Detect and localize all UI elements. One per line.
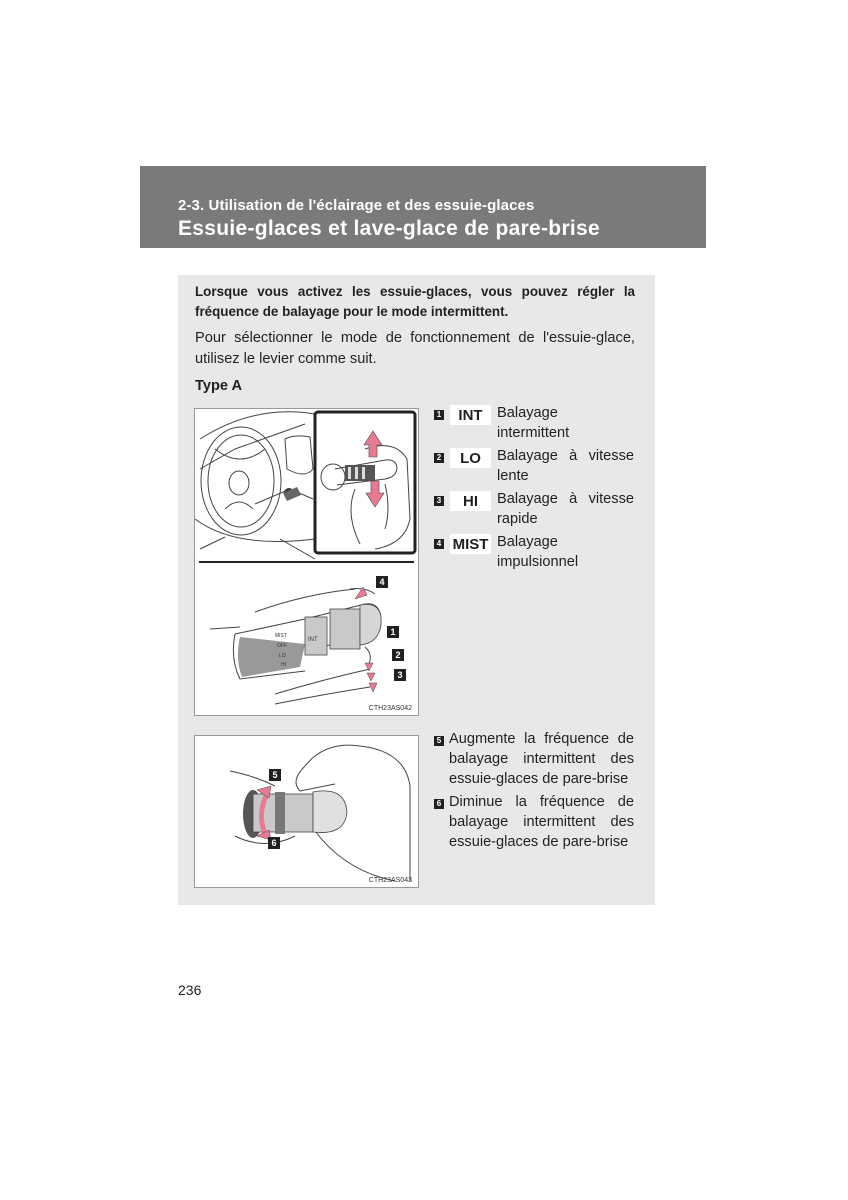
mode-description: Balayage à vitesse rapide — [497, 491, 634, 527]
figure-code: CTH23AS043 — [368, 877, 412, 884]
list-item — [434, 731, 634, 794]
list-item — [434, 491, 634, 534]
lever-label-int: INT — [308, 637, 318, 643]
callout-4 — [376, 576, 388, 588]
item-number: 4 — [434, 539, 444, 549]
list-item — [434, 534, 634, 577]
frequency-description: Augmente la fréquence de balayage intermittent des essuie-glaces de pare-brise — [449, 731, 634, 787]
wiper-lever-figure — [194, 408, 419, 716]
svg-text:6: 6 — [271, 838, 277, 848]
svg-text:1: 1 — [390, 627, 396, 637]
item-number: 5 — [434, 736, 444, 746]
frequency-description: Diminue la fréquence de balayage intermittent des essuie-glaces de pare-brise — [449, 794, 634, 850]
item-number: 6 — [434, 799, 444, 809]
lever-label-mist: MIST — [275, 633, 287, 639]
section-title: 2-3. Utilisation de l'éclairage et des essuie-glaces — [178, 197, 535, 214]
lever-label-off: OFF — [277, 643, 287, 649]
item-number: 2 — [434, 453, 444, 463]
mode-description: Balayage intermittent — [497, 405, 570, 441]
frequency-list — [434, 731, 634, 857]
mode-description: Balayage impulsionnel — [497, 534, 579, 570]
list-item — [434, 405, 634, 448]
page-number: 236 — [178, 982, 202, 998]
callout-3 — [394, 669, 406, 681]
frequency-ring-figure — [194, 735, 419, 888]
list-item — [434, 794, 634, 857]
svg-text:2: 2 — [395, 650, 401, 660]
callout-6 — [268, 837, 280, 849]
content-panel — [178, 275, 655, 905]
frequency-ring-illustration — [195, 736, 418, 887]
intro-bold-text: Lorsque vous activez les essuie-glaces, vous pouvez régler la fréquence de balayage pour le mode intermittent. — [195, 284, 635, 319]
wiper-lever-illustration — [195, 409, 418, 715]
chapter-header — [140, 166, 706, 248]
mode-badge: LO — [450, 448, 491, 468]
lever-label-hi: HI — [281, 662, 286, 668]
intro-text: Pour sélectionner le mode de fonctionnement de l'essuie-glace, utilisez le levier comme suit. — [195, 330, 635, 367]
item-number: 1 — [434, 410, 444, 420]
item-number: 3 — [434, 496, 444, 506]
mode-list — [434, 405, 634, 577]
lever-label-lo: LO — [279, 653, 286, 659]
svg-text:5: 5 — [272, 770, 278, 780]
svg-text:3: 3 — [397, 670, 403, 680]
type-label: Type A — [195, 378, 243, 394]
callout-2 — [392, 649, 404, 661]
list-item — [434, 448, 634, 491]
mode-badge: HI — [450, 491, 491, 511]
callout-5 — [269, 769, 281, 781]
svg-text:4: 4 — [379, 577, 385, 587]
mode-description: Balayage à vitesse lente — [497, 448, 634, 484]
callout-1 — [387, 626, 399, 638]
page-title: Essuie-glaces et lave-glace de pare-brise — [178, 217, 601, 240]
mode-badge: INT — [450, 405, 491, 425]
mode-badge: MIST — [450, 534, 491, 554]
figure-code: CTH23AS042 — [368, 705, 412, 712]
